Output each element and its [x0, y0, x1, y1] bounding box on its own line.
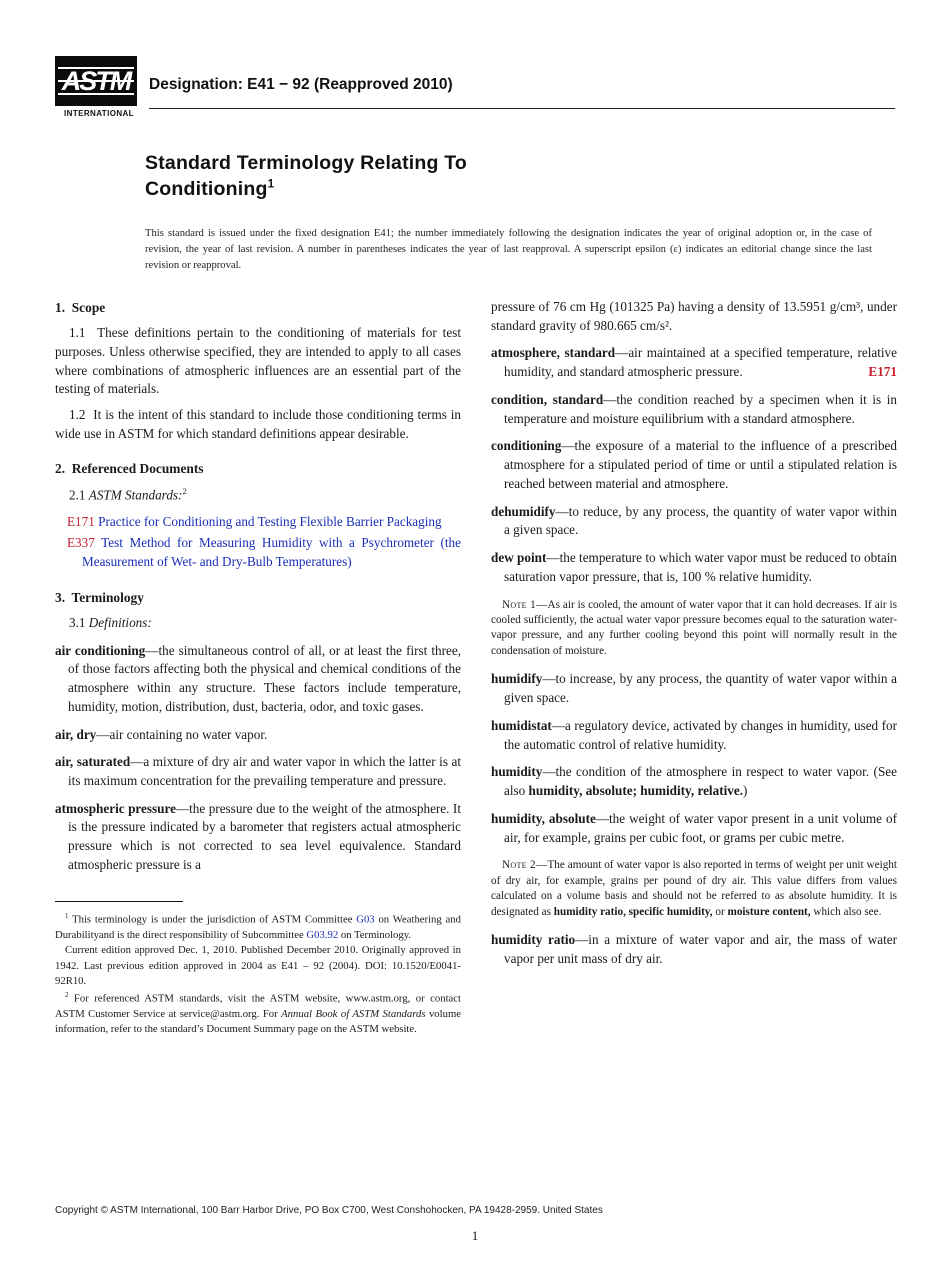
footnote-2-text: For referenced ASTM standards, visit the ASTM website, www.astm.org, or contact ASTM Customer Service at service@astm.org. For [55, 992, 461, 1020]
definition-humidify [491, 670, 897, 707]
footnotes-block [55, 901, 461, 1038]
e171-reference-entry [67, 513, 461, 532]
definition-text: —to reduce, by any process, the quantity of water vapor within a given space. [504, 503, 897, 538]
page-number: 1 [471, 1229, 479, 1243]
definition-condition-standard [491, 391, 897, 428]
definitions-number: 3.1 [69, 614, 89, 630]
e337-reference-entry [67, 534, 461, 571]
scope-paragraph-1: 1.1 These definitions pertain to the conditioning of materials for test purposes. Unless otherwise specified, they are intended to apply to all cases where combinations of atmospheric influences are an essential part of the testing of materials. [55, 325, 461, 397]
definition-term: condition, standard [491, 391, 604, 407]
scope-heading: 1. Scope [55, 300, 106, 315]
footnote-1 [55, 911, 461, 944]
astm-logo [55, 56, 143, 118]
definition-text: —the condition of the atmosphere in respect to water vapor. (See also [504, 764, 897, 799]
copyright-notice: Copyright © ASTM International, 100 Barr Harbor Drive, PO Box C700, West Conshohocken, PA 19428-2959. United States [55, 1205, 603, 1216]
note-2-text: or [712, 905, 728, 918]
page-header [55, 56, 895, 118]
referenced-documents-heading: 2. Referenced Documents [55, 461, 204, 477]
definition-term: atmosphere, standard [491, 345, 616, 361]
definition-term: conditioning [491, 438, 562, 454]
cross-reference-terms: humidity, absolute; humidity, relative. [528, 783, 743, 799]
e171-designation-link[interactable]: E171 [67, 513, 95, 529]
definition-term: humidity ratio [491, 932, 576, 948]
definition-conditioning [491, 437, 897, 493]
left-column [55, 298, 461, 1038]
g03-link[interactable]: G03 [356, 913, 375, 926]
definition-air-saturated [55, 753, 461, 790]
designation-banner [149, 56, 895, 109]
definition-term: air conditioning [55, 642, 146, 658]
scope-paragraph-2: 1.2 It is the intent of this standard to include those conditioning terms in wide use in ASTM for which standard definitions appear desirable. [55, 406, 461, 441]
footnote-1-text: This terminology is under the jurisdiction of ASTM Committee [68, 913, 357, 926]
definition-term: air, saturated [55, 754, 131, 770]
definition-text: —in a mixture of water vapor and air, the mass of water vapor per unit mass of dry air. [504, 932, 897, 966]
definition-text: —air containing no water vapor. [96, 726, 268, 742]
footnote-1-marker: 1 [65, 911, 69, 920]
e337-title-link[interactable]: Test Method for Measuring Humidity with a Psychrometer (the Measurement of Wet- and Dry-Bulb Temperatures) [82, 535, 461, 570]
body-columns [55, 298, 897, 1038]
title-line1: Standard Terminology Relating To [145, 152, 468, 174]
definitions-intro [55, 614, 461, 633]
title-block [145, 150, 872, 274]
footnote-edition-note: Current edition approved Dec. 1, 2010. Published December 2010. Originally approved in 1942. Last previous edition approved in 2004 as E41 – 92 (2004). DOI: 10.1520/E0041-92R10. [55, 944, 461, 988]
note-1-label: Note 1— [502, 598, 548, 611]
note-2-label: Note 2— [502, 859, 548, 872]
definition-text: —the simultaneous control of all, or at least the first three, of those factors affecting both the physical and chemical conditions of the atmosphere within any structure. These factors include temperature, humidity, motion, distribution, dust, bacteria, odor, and toxic gases. [68, 642, 461, 714]
definition-atmospheric-pressure [55, 800, 461, 875]
definition-term: dehumidify [491, 503, 556, 519]
note-2-text: which also see. [810, 905, 882, 918]
footnote-2 [55, 990, 461, 1038]
definition-term: atmospheric pressure [55, 800, 176, 816]
definition-term: humidity, absolute [491, 810, 596, 826]
note-2-bold-terms: moisture content, [727, 905, 811, 918]
definition-humidity [491, 763, 897, 800]
definition-text: —the pressure due to the weight of the atmosphere. It is the pressure indicated by a barometer that registers actual atmospheric pressure which is not corrected to sea level equivalence. Standard atmospheric pressure is a [68, 800, 461, 872]
definition-text: —a regulatory device, activated by changes in humidity, used for the automatic control of relative humidity. [504, 717, 897, 752]
footnote-2-marker: 2 [65, 990, 69, 999]
referenced-number: 2.1 [69, 487, 89, 503]
definition-air-conditioning [55, 642, 461, 717]
designation-text: Designation: E41 − 92 (Reapproved 2010) [149, 76, 453, 93]
footnote-1-text: on Weathering and Durabilityand is the direct responsibility of Subcommittee [55, 913, 461, 941]
issuance-preamble: This standard is issued under the fixed designation E41; the number immediately following the designation indicates the year of original adoption or, in the case of revision, the year of last revision. A number in parentheses indicates the year of last reapproval. A superscript epsilon (ε) indicates an editorial change since the last revision or reapproval. [145, 228, 872, 272]
definition-term: humidity [491, 764, 543, 780]
definition-text: ) [743, 783, 748, 799]
definition-atmosphere-standard [491, 344, 897, 381]
footnote-ref-2: 2 [182, 486, 187, 497]
definition-text: —the condition reached by a specimen when it is in temperature and moisture equilibrium with a standard atmosphere. [504, 391, 897, 426]
definition-text: —to increase, by any process, the quantity of water vapor within a given space. [504, 671, 897, 706]
definition-humidity-ratio [491, 931, 897, 968]
e337-designation-link[interactable]: E337 [67, 535, 95, 551]
definition-term: dew point [491, 550, 547, 566]
page-title [145, 150, 872, 202]
astm-standards-label: ASTM Standards: [88, 487, 183, 503]
note-2 [491, 858, 897, 920]
definition-text: —air maintained at a specified temperature, relative humidity, and standard atmospheric pressure. [504, 345, 897, 380]
terminology-heading: 3. Terminology [55, 589, 144, 605]
definition-term: air, dry [55, 726, 97, 742]
title-footnote-ref: 1 [267, 177, 275, 191]
footnote-divider [55, 901, 183, 902]
note-1-text: As air is cooled, the amount of water vapor that it can hold decreases. If air is cooled sufficiently, the actual water vapor pressure becomes equal to the saturation water-vapor pressure, and any further cooling beyond this point will normally result in the condensation of moisture. [491, 598, 897, 657]
definition-humidity-absolute [491, 810, 897, 847]
definition-text: —the temperature to which water vapor must be reduced to obtain saturation vapor pressure, that is, 100 % relative humidity. [504, 550, 897, 584]
note-2-text: The amount of water vapor is also reported in terms of weight per unit weight of dry air, for example, grains per pound of dry air. This value differs from values calculated on a volume basis and should not be referred to as absolute humidity. It is designated as [491, 859, 898, 918]
continuation-paragraph: pressure of 76 cm Hg (101325 Pa) having a density of 13.5951 g/cm³, under standard gravity of 980.665 cm/s². [491, 299, 897, 333]
note-1 [491, 598, 897, 660]
astm-logo-text: ASTM [61, 65, 131, 96]
astm-international-label: INTERNATIONAL [64, 109, 134, 118]
definition-term: humidistat [491, 717, 552, 733]
e171-reference-tag[interactable]: E171 [868, 364, 897, 380]
astm-logo-mark [55, 56, 137, 106]
definition-text: —the exposure of a material to the influence of a prescribed atmosphere for a stipulated period of time or until a stipulated relation is reached between material and atmosphere. [504, 438, 897, 491]
annual-book-title: Annual Book of ASTM Standards [281, 1007, 426, 1020]
definition-term: humidify [491, 671, 543, 687]
right-column [491, 298, 897, 1038]
definition-dehumidify [491, 503, 897, 540]
definition-text: —the weight of water vapor present in a unit volume of air, for example, grains per cubic foot, or grams per cubic metre. [504, 810, 897, 845]
definition-dew-point [491, 549, 897, 586]
g03-92-link[interactable]: G03.92 [306, 928, 339, 941]
referenced-intro [55, 485, 461, 505]
e171-title-link[interactable]: Practice for Conditioning and Testing Flexible Barrier Packaging [94, 513, 442, 529]
note-2-bold-terms: humidity ratio, specific humidity, [553, 905, 713, 918]
footnote-2-text: volume information, refer to the standard’s Document Summary page on the ASTM website. [55, 1007, 462, 1036]
definition-air-dry [55, 726, 461, 745]
definition-humidistat [491, 717, 897, 754]
definitions-label: Definitions: [88, 614, 152, 630]
title-line2: Conditioning [145, 178, 268, 201]
footnote-1-text: on Terminology. [338, 928, 412, 941]
definition-text: —a mixture of dry air and water vapor in which the latter is at its maximum concentration for the prevailing temperature and pressure. [68, 754, 461, 788]
